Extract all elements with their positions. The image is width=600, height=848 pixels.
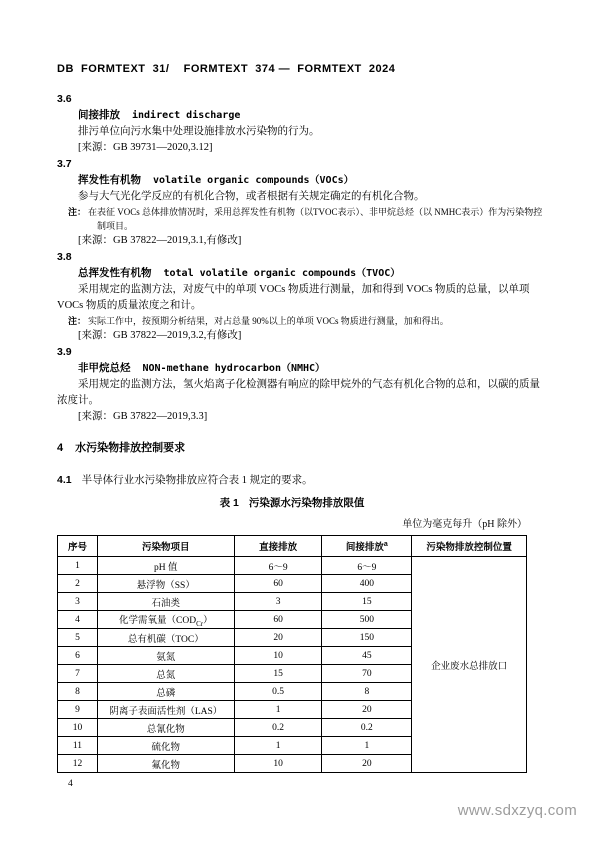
- table-cell: 15: [322, 593, 412, 611]
- term-line: [78, 265, 547, 282]
- header-seq: 序号: [58, 536, 98, 557]
- table-cell: 20: [322, 701, 412, 719]
- table-cell: 500: [322, 611, 412, 629]
- table-cell: 6～9: [322, 557, 412, 575]
- table-cell: 15: [234, 665, 322, 683]
- table-cell: 20: [322, 755, 412, 773]
- table-cell: 3: [234, 593, 322, 611]
- table-cell: 1: [322, 737, 412, 755]
- table-cell: 0.2: [322, 719, 412, 737]
- source-reference: [来源：GB 37822—2019,3.3]: [78, 411, 208, 422]
- header-indirect: 间接排放$^a$: [322, 536, 412, 557]
- term-en: NON-methane hydrocarbon（NMHC）: [142, 363, 326, 374]
- pollutant-limits-table: [57, 535, 527, 773]
- table-caption-title: 污染源水污染物排放限值: [248, 497, 365, 509]
- source-reference: [来源：GB 37822—2019,3.2,有修改]: [78, 330, 242, 341]
- table-cell: 70: [322, 665, 412, 683]
- control-location-merged-cell: 企业废水总排放口: [412, 557, 527, 773]
- note-body: 实际工作中，按预期分析结果，对占总量 90%以上的单项 VOCs 物质进行测量，加和得出。: [88, 316, 449, 326]
- note-text: [68, 205, 547, 233]
- section-3-9: [57, 344, 547, 425]
- section-number: 3.7: [57, 158, 72, 170]
- term-en: total volatile organic compounds（TVOC）: [163, 268, 401, 279]
- section-3-8: [57, 249, 547, 344]
- table-row: [58, 557, 527, 575]
- term-line: [78, 360, 547, 377]
- table-cell: 1: [234, 701, 322, 719]
- definition-text: 参与大气光化学反应的有机化合物，或者根据有关规定确定的有机化合物。: [78, 191, 425, 202]
- term-line: [78, 107, 547, 124]
- term-en: volatile organic compounds（VOCs）: [153, 175, 354, 186]
- table-cell: 11: [58, 737, 98, 755]
- table-unit-note: 单位为毫克每升（pH 除外）: [402, 519, 527, 530]
- table-cell: 9: [58, 701, 98, 719]
- term-en: indirect discharge: [132, 110, 241, 121]
- page-content: [57, 63, 547, 773]
- page-number: 4: [68, 779, 73, 789]
- term-zh: 间接排放: [78, 109, 120, 121]
- section-3-6: [57, 91, 547, 156]
- table-cell: 氟化物: [97, 755, 234, 773]
- table-caption-number: 表 1: [219, 497, 239, 509]
- pollutant-table-body: [58, 557, 527, 773]
- document-code-header: DB FORMTEXT 31/ FORMTEXT 374 — FORMTEXT 2024: [57, 63, 396, 75]
- clause-4-1: [57, 472, 547, 489]
- table-cell: 45: [322, 647, 412, 665]
- table-cell: 6～9: [234, 557, 322, 575]
- table-header-row: [58, 536, 527, 557]
- table-cell: pH 值: [97, 557, 234, 575]
- term-zh: 非甲烷总烃: [78, 362, 131, 374]
- table-cell: 6: [58, 647, 98, 665]
- footnote-marker: a: [383, 540, 388, 548]
- clause-4-heading: [57, 440, 547, 457]
- clause-title: 水污染物排放控制要求: [75, 442, 186, 454]
- term-line: [78, 172, 547, 189]
- definition-text: 采用规定的监测方法，氢火焰离子化检测器有响应的除甲烷外的气态有机化合物的总和，以碳的质量浓度计。: [57, 379, 540, 406]
- table-cell: 150: [322, 629, 412, 647]
- table-cell: 总氮: [97, 665, 234, 683]
- note-text: [68, 314, 547, 328]
- definition-text: 排污单位向污水集中处理设施排放水污染物的行为。: [78, 126, 320, 137]
- table-cell: 8: [322, 683, 412, 701]
- table-cell: 阴离子表面活性剂（LAS）: [97, 701, 234, 719]
- table-caption: [57, 495, 527, 511]
- table-cell: 总氰化物: [97, 719, 234, 737]
- table-cell: 0.5: [234, 683, 322, 701]
- table-cell: 悬浮物（SS）: [97, 575, 234, 593]
- table-cell: 硫化物: [97, 737, 234, 755]
- table-cell: 10: [58, 719, 98, 737]
- table-cell: 氨氮: [97, 647, 234, 665]
- note-label: 注：: [68, 207, 87, 217]
- table-cell: 1: [234, 737, 322, 755]
- source-reference: [来源：GB 39731—2020,3.12]: [78, 142, 213, 153]
- header-control-location: 污染物排放控制位置: [412, 536, 527, 557]
- note-body: 在表征 VOCs 总体排放情况时，采用总挥发性有机物（以TVOC表示）、非甲烷总烃（以 NMHC表示）作为污染物控制项目。: [88, 207, 543, 231]
- table-cell: 化学需氧量$(COD_{Cr})$: [97, 611, 234, 629]
- header-pollutant: 污染物项目: [97, 536, 234, 557]
- table-cell: 石油类: [97, 593, 234, 611]
- term-zh: 总挥发性有机物: [78, 267, 152, 279]
- table-cell: 12: [58, 755, 98, 773]
- table-cell: 10: [234, 755, 322, 773]
- table-cell: 5: [58, 629, 98, 647]
- table-cell: 400: [322, 575, 412, 593]
- table-cell: 2: [58, 575, 98, 593]
- table-cell: 60: [234, 575, 322, 593]
- terms-sections: [57, 91, 547, 425]
- section-number: 3.6: [57, 93, 72, 105]
- table-cell: 3: [58, 593, 98, 611]
- definition-text: 采用规定的监测方法，对废气中的单项 VOCs 物质进行测量，加和得到 VOCs 物质的总量，以单项 VOCs 物质的质量浓度之和计。: [57, 284, 530, 311]
- table-1-block: [57, 495, 527, 773]
- table-cell: 4: [58, 611, 98, 629]
- watermark-text: www.sdxzyq.com: [457, 802, 577, 819]
- section-3-7: [57, 156, 547, 249]
- term-zh: 挥发性有机物: [78, 174, 141, 186]
- table-cell: 总磷: [97, 683, 234, 701]
- table-cell: 8: [58, 683, 98, 701]
- clause-text: 半导体行业水污染物排放应符合表 1 规定的要求。: [81, 475, 313, 486]
- header-direct: 直接排放: [234, 536, 322, 557]
- clause-number: 4.1: [57, 474, 72, 486]
- table-cell: 20: [234, 629, 322, 647]
- table-cell: 60: [234, 611, 322, 629]
- clause-number: 4: [57, 442, 64, 454]
- section-number: 3.8: [57, 251, 72, 263]
- table-cell: 7: [58, 665, 98, 683]
- note-label: 注：: [68, 316, 87, 326]
- table-cell: 0.2: [234, 719, 322, 737]
- table-cell: 1: [58, 557, 98, 575]
- source-reference: [来源：GB 37822—2019,3.1,有修改]: [78, 235, 242, 246]
- table-cell: 10: [234, 647, 322, 665]
- table-cell: 总有机碳（TOC）: [97, 629, 234, 647]
- section-number: 3.9: [57, 346, 72, 358]
